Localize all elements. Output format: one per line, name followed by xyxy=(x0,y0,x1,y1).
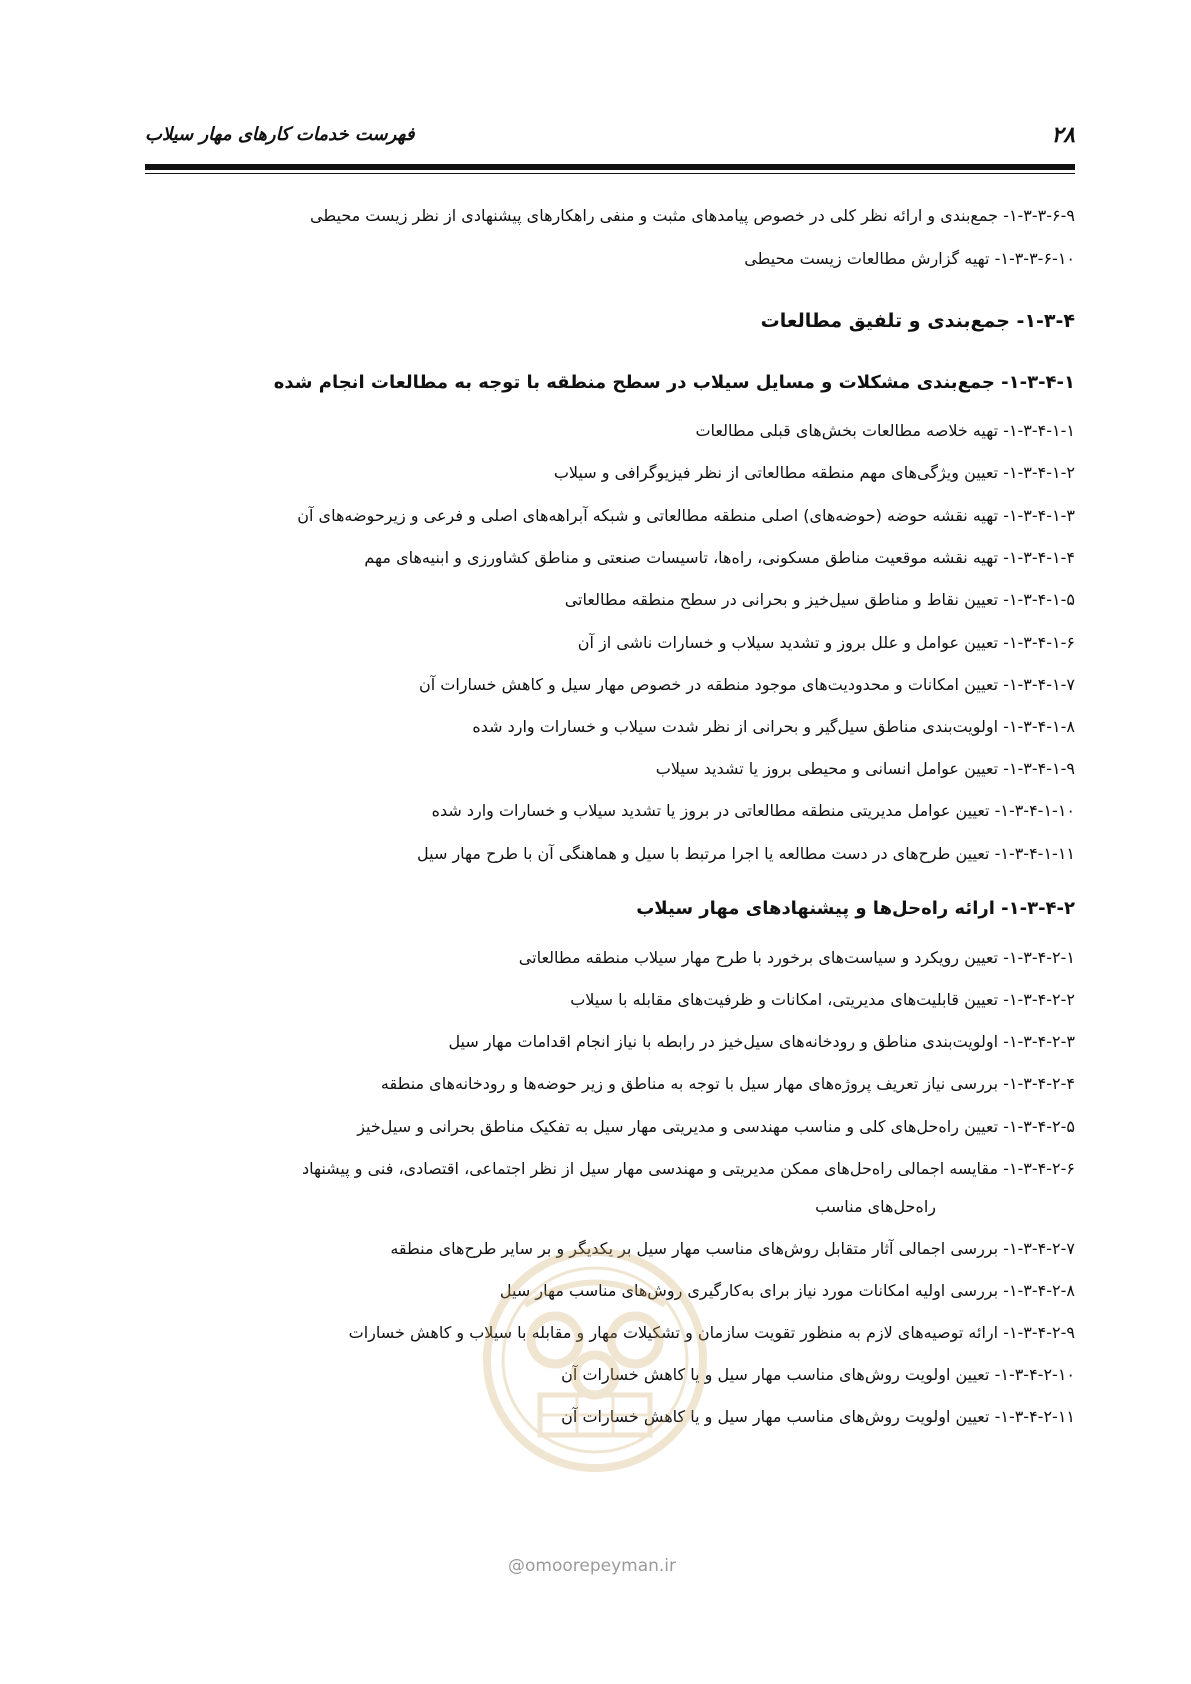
item-1-3-4-2-7: ۱-۳-۴-۲-۷- بررسی اجمالی آثار متقابل روش‌های مناسب مهار سیل بر یکدیگر و بر سایر طرح‌های منطقه xyxy=(390,1239,1075,1258)
item-1-3-4-2-2: ۱-۳-۴-۲-۲- تعیین قابلیت‌های مدیریتی، امکانات و ظرفیت‌های مقابله با سیلاب xyxy=(570,990,1075,1009)
item-1-3-4-2-1: ۱-۳-۴-۲-۱- تعیین رویکرد و سیاست‌های برخورد با طرح مهار سیلاب منطقه مطالعاتی xyxy=(518,948,1075,967)
section-heading-1-3-4: ۱-۳-۴- جمع‌بندی و تلفیق مطالعات xyxy=(760,310,1075,332)
page-header xyxy=(145,122,1075,152)
item-1-3-3-6-10: ۱-۳-۳-۶-۱۰- تهیه گزارش مطالعات زیست محیطی xyxy=(744,249,1075,268)
item-1-3-4-1-2: ۱-۳-۴-۱-۲- تعیین ویژگی‌های مهم منطقه مطالعاتی از نظر فیزیوگرافی و سیلاب xyxy=(553,463,1075,482)
header-rule-thin xyxy=(145,173,1075,174)
item-1-3-4-2-6-continuation: راه‌حل‌های مناسب xyxy=(815,1197,936,1216)
item-1-3-4-1-10: ۱-۳-۴-۱-۱۰- تعیین عوامل مدیریتی منطقه مطالعاتی در بروز یا تشدید سیلاب و خسارات وارد شده xyxy=(431,801,1075,820)
item-1-3-4-2-4: ۱-۳-۴-۲-۴- بررسی نیاز تعریف پروژه‌های مهار سیل با توجه به مناطق و زیر حوضه‌ها و رودخانه‌های منطقه xyxy=(380,1074,1075,1093)
watermark-url-text: omoorepeyman.ir xyxy=(525,1556,677,1576)
subsection-heading-1-3-4-2: ۱-۳-۴-۲- ارائه راه‌حل‌ها و پیشنهادهای مهار سیلاب xyxy=(636,898,1075,919)
item-1-3-4-1-11: ۱-۳-۴-۱-۱۱- تعیین طرح‌های در دست مطالعه یا اجرا مرتبط با سیل و هماهنگی آن با طرح مهار سیل xyxy=(417,844,1075,863)
subsection-heading-1-3-4-1: ۱-۳-۴-۱- جمع‌بندی مشکلات و مسایل سیلاب در سطح منطقه با توجه به مطالعات انجام شده xyxy=(273,372,1075,393)
item-1-3-4-2-6: ۱-۳-۴-۲-۶- مقایسه اجمالی راه‌حل‌های ممکن مدیریتی و مهندسی مهار سیل از نظر اجتماعی، اقتصادی، فنی و پیشنهاد xyxy=(301,1159,1075,1178)
item-1-3-4-1-3: ۱-۳-۴-۱-۳- تهیه نقشه حوضه (حوضه‌های) اصلی منطقه مطالعاتی و شبکه آبراهه‌های اصلی و فرعی و زیرحوضه‌های آن xyxy=(297,506,1075,525)
item-1-3-4-2-11: ۱-۳-۴-۲-۱۱- تعیین اولویت روش‌های مناسب مهار سیل و یا کاهش خسارات آن xyxy=(561,1407,1075,1426)
item-1-3-4-1-9: ۱-۳-۴-۱-۹- تعیین عوامل انسانی و محیطی بروز یا تشدید سیلاب xyxy=(655,759,1075,778)
item-1-3-4-2-3: ۱-۳-۴-۲-۳- اولویت‌بندی مناطق و رودخانه‌های سیل‌خیز در رابطه با نیاز انجام اقدامات مهار سیل xyxy=(448,1032,1075,1051)
running-title: فهرست خدمات کارهای مهار سیلاب xyxy=(145,124,415,145)
item-1-3-4-1-8: ۱-۳-۴-۱-۸- اولویت‌بندی مناطق سیل‌گیر و بحرانی از نظر شدت سیلاب و خسارات وارد شده xyxy=(472,717,1075,736)
item-1-3-3-6-9: ۱-۳-۳-۶-۹- جمع‌بندی و ارائه نظر کلی در خصوص پیامدهای مثبت و منفی راهکارهای پیشنهادی از نظر زیست محیطی xyxy=(310,206,1075,225)
item-1-3-4-1-1: ۱-۳-۴-۱-۱- تهیه خلاصه مطالعات بخش‌های قبلی مطالعات xyxy=(695,421,1075,440)
page-number: ۲۸ xyxy=(1051,122,1075,148)
item-1-3-4-2-10: ۱-۳-۴-۲-۱۰- تعیین اولویت روش‌های مناسب مهار سیل و یا کاهش خسارات آن xyxy=(561,1365,1075,1384)
header-rule-thick xyxy=(145,164,1075,170)
item-1-3-4-2-5: ۱-۳-۴-۲-۵- تعیین راه‌حل‌های کلی و مناسب مهندسی و مدیریتی مهار سیل به تفکیک مناطق بحرانی و سیل‌خیز xyxy=(357,1117,1075,1136)
watermark-url xyxy=(508,1556,676,1576)
item-1-3-4-1-7: ۱-۳-۴-۱-۷- تعیین امکانات و محدودیت‌های موجود منطقه در خصوص مهار سیل و کاهش خسارات آن xyxy=(419,675,1075,694)
item-1-3-4-2-8: ۱-۳-۴-۲-۸- بررسی اولیه امکانات مورد نیاز برای به‌کارگیری روش‌های مناسب مهار سیل xyxy=(499,1281,1075,1300)
item-1-3-4-1-4: ۱-۳-۴-۱-۴- تهیه نقشه موقعیت مناطق مسکونی، راه‌ها، تاسیسات صنعتی و مناطق کشاورزی و ابنیه‌های مهم xyxy=(364,548,1075,567)
watermark-logo xyxy=(480,1245,710,1475)
item-1-3-4-1-5: ۱-۳-۴-۱-۵- تعیین نقاط و مناطق سیل‌خیز و بحرانی در سطح منطقه مطالعاتی xyxy=(564,590,1075,609)
item-1-3-4-1-6: ۱-۳-۴-۱-۶- تعیین عوامل و علل بروز و تشدید سیلاب و خسارات ناشی از آن xyxy=(577,633,1075,652)
at-icon: @ xyxy=(508,1556,525,1576)
item-1-3-4-2-9: ۱-۳-۴-۲-۹- ارائه توصیه‌های لازم به منظور تقویت سازمان و تشکیلات مهار و مقابله با سیلاب و کاهش خسارات xyxy=(348,1323,1075,1342)
